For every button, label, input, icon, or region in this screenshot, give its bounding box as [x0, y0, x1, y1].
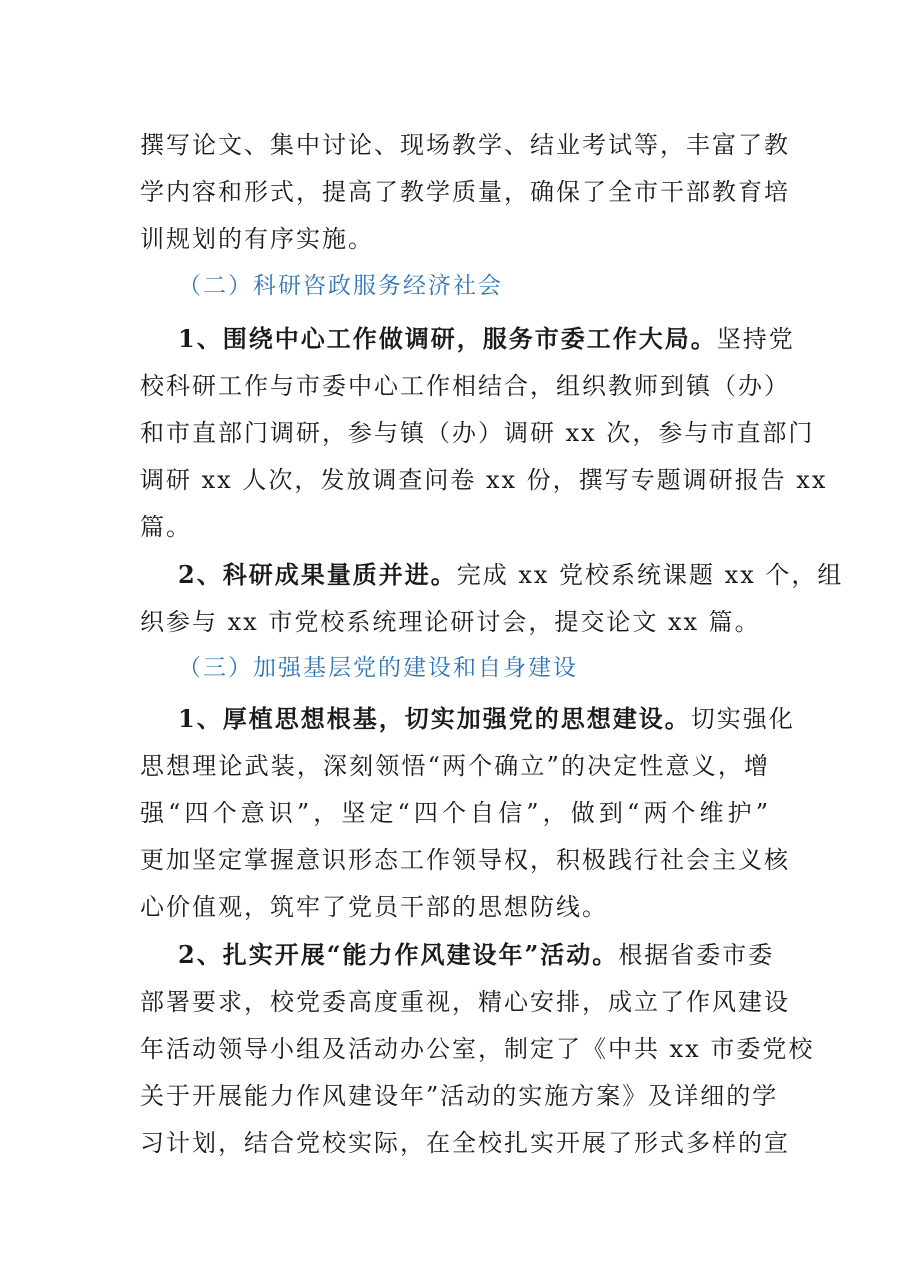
- text-line: 部署要求，校党委高度重视，精心安排，成立了作风建设: [140, 988, 790, 1016]
- text-line: 撰写论文、集中讨论、现场教学、结业考试等，丰富了教: [140, 131, 790, 159]
- text-line: 校科研工作与市委中心工作相结合，组织教师到镇（办）: [140, 372, 790, 400]
- text-line: 强“四个意识”，坚定“四个自信”，做到“两个维护”: [140, 799, 770, 827]
- paragraph-lead-rest: 坚持党: [716, 325, 795, 353]
- paragraph-lead-rest: 切实强化: [690, 705, 795, 733]
- paragraph-teaching-summary: [140, 122, 790, 263]
- text-line: 织参与 xx 市党校系统理论研讨会，提交论文 xx 篇。: [140, 608, 761, 636]
- text-line-first: [140, 551, 844, 599]
- paragraph-lead-rest: 根据省委市委: [618, 941, 775, 969]
- text-line-first: [140, 315, 795, 363]
- paragraph-research-results: [140, 551, 844, 646]
- text-line: 训规划的有序实施。: [140, 225, 374, 253]
- text-line-first: [140, 931, 775, 979]
- text-line: 篇。: [140, 513, 192, 541]
- text-line: 年活动领导小组及活动办公室，制定了《中共 xx 市委党校: [140, 1035, 815, 1063]
- paragraph-work-style-year: [140, 931, 815, 1167]
- text-line: 和市直部门调研，参与镇（办）调研 xx 次，参与市直部门: [140, 419, 815, 447]
- paragraph-research-survey: [140, 315, 828, 551]
- paragraph-lead-rest: 完成 xx 党校系统课题 xx 个，组: [456, 561, 844, 589]
- text-line: 关于开展能力作风建设年”活动的实施方案》及详细的学: [140, 1082, 779, 1110]
- section-heading-research: （二）科研咨政服务经济社会: [178, 273, 503, 299]
- paragraph-lead: 2、扎实开展“能力作风建设年”活动。: [178, 940, 619, 969]
- paragraph-lead: 2、科研成果量质并进。: [178, 560, 457, 589]
- paragraph-lead: 1、围绕中心工作做调研，服务市委工作大局。: [178, 324, 717, 353]
- text-line: 习计划，结合党校实际，在全校扎实开展了形式多样的宣: [140, 1129, 790, 1157]
- paragraph-ideological-building: [140, 695, 795, 931]
- text-line: 调研 xx 人次，发放调查问卷 xx 份，撰写专题调研报告 xx: [140, 466, 828, 494]
- section-heading-party-building: （三）加强基层党的建设和自身建设: [178, 655, 578, 681]
- text-line: 更加坚定掌握意识形态工作领导权，积极践行社会主义核: [140, 846, 790, 874]
- text-line-first: [140, 695, 795, 743]
- paragraph-lead: 1、厚植思想根基，切实加强党的思想建设。: [178, 704, 691, 733]
- text-line: 心价值观，筑牢了党员干部的思想防线。: [140, 893, 608, 921]
- text-line: 思想理论武装，深刻领悟“两个确立”的决定性意义，增: [140, 752, 770, 780]
- text-line: 学内容和形式，提高了教学质量，确保了全市干部教育培: [140, 178, 790, 206]
